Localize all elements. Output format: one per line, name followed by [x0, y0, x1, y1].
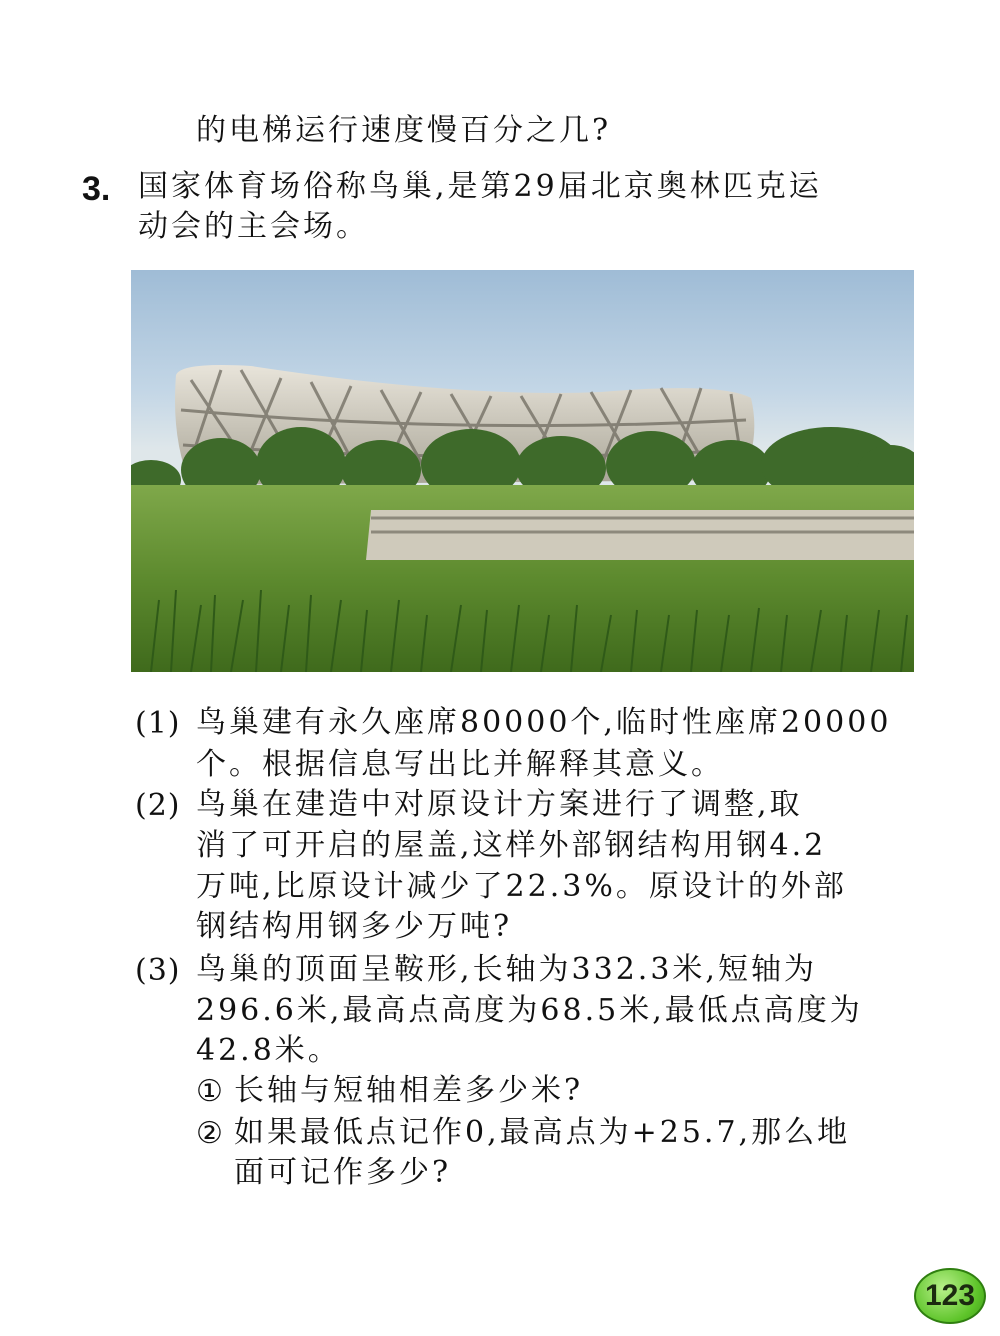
intro-line: 的电梯运行速度慢百分之几?: [196, 113, 612, 148]
item2-mark: ②: [196, 1116, 223, 1151]
sub3-line1: 鸟巢的顶面呈鞍形,长轴为332.3米,短轴为: [196, 952, 817, 987]
sub2-line3: 万吨,比原设计减少了22.3%。原设计的外部: [196, 869, 847, 904]
sub2-line4: 钢结构用钢多少万吨?: [196, 909, 513, 944]
sub2-label: (2): [135, 788, 181, 823]
sub3-line3: 42.8米。: [196, 1033, 341, 1068]
question3-line1: 国家体育场俗称鸟巢,是第29届北京奥林匹克运: [138, 169, 822, 204]
sub3-label: (3): [135, 953, 181, 988]
item2-line1: 如果最低点记作0,最高点为+25.7,那么地: [234, 1115, 851, 1150]
item2-line2: 面可记作多少?: [234, 1155, 452, 1190]
sub3-line2: 296.6米,最高点高度为68.5米,最低点高度为: [196, 993, 863, 1028]
sub2-line1: 鸟巢在建造中对原设计方案进行了调整,取: [196, 787, 803, 822]
question3-line2: 动会的主会场。: [138, 209, 369, 244]
page-number-badge: 123: [914, 1268, 986, 1324]
stadium-photo: [131, 270, 914, 672]
sub1-line2: 个。根据信息写出比并解释其意义。: [196, 747, 724, 782]
item1-text: 长轴与短轴相差多少米?: [234, 1073, 584, 1108]
item1-mark: ①: [196, 1074, 223, 1109]
sub2-line2: 消了可开启的屋盖,这样外部钢结构用钢4.2: [196, 828, 827, 863]
sub1-line1: 鸟巢建有永久座席80000个,临时性座席20000: [196, 705, 892, 740]
question-number: 3.: [82, 170, 111, 208]
sub1-label: (1): [135, 706, 181, 741]
